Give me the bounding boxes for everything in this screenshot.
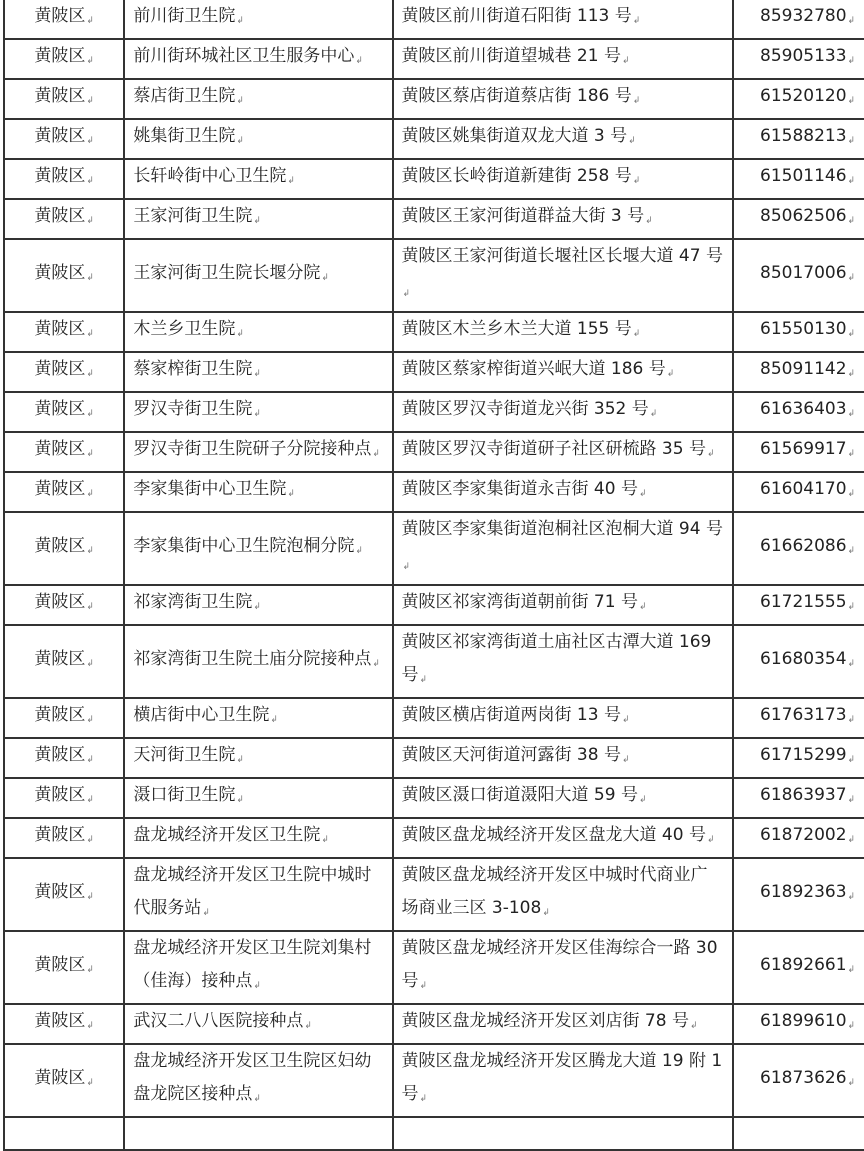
phone-cell-text: 61873626 ↲ [760,1068,855,1088]
address-cell-text: 黄陂区姚集街道双龙大道 3 号 ↲ [402,126,636,146]
phone-cell-text: 61892661 ↲ [760,955,855,975]
district-cell-text: 黄陂区 ↲ [34,319,94,339]
clinic-name-cell-text: 前川街卫生院 ↲ [133,6,244,26]
table-row [4,79,864,119]
address-cell-text: 黄陂区盘龙城经济开发区刘店街 78 号 ↲ [402,1011,698,1031]
clinic-name-cell [124,312,392,352]
clinic-name-cell-text: 横店街中心卫生院 ↲ [133,705,278,725]
district-cell [4,512,124,585]
clinic-name-cell-text: 罗汉寺街卫生院 ↲ [133,399,261,419]
table-row [4,392,864,432]
phone-cell-text: 61588213 ↲ [760,126,855,146]
address-cell [393,119,734,159]
address-cell-text: 黄陂区李家集街道永吉街 40 号 ↲ [402,479,647,499]
clinic-name-cell-text: 盘龙城经济开发区卫生院区妇幼盘龙院区接种点 ↲ [133,1051,371,1104]
address-cell-text: 黄陂区前川街道石阳街 113 号 ↲ [402,6,641,26]
phone-cell [733,512,864,585]
address-cell [393,239,734,312]
clinic-name-cell [124,352,392,392]
clinic-name-cell-text: 蔡店街卫生院 ↲ [133,86,244,106]
phone-cell [733,392,864,432]
district-cell-text: 黄陂区 ↲ [34,882,94,902]
table-row [4,1004,864,1044]
address-cell [393,432,734,472]
table-row [4,585,864,625]
clinic-name-cell [124,392,392,432]
address-cell-text: 黄陂区蔡店街道蔡店街 186 号 ↲ [402,86,641,106]
district-cell [4,818,124,858]
district-cell-text: 黄陂区 ↲ [34,1011,94,1031]
table-row [4,858,864,931]
district-cell [4,472,124,512]
district-cell [4,352,124,392]
address-cell-text: 黄陂区王家河街道长堰社区长堰大道 47 号 ↲ [402,246,723,299]
clinic-name-cell-text: 盘龙城经济开发区卫生院中城时代服务站 ↲ [133,865,371,918]
clinic-name-cell [124,858,392,931]
clinic-name-cell-text: 李家集街中心卫生院泡桐分院 ↲ [133,536,363,556]
clinic-name-cell [124,79,392,119]
district-cell-text: 黄陂区 ↲ [34,166,94,186]
address-cell-text: 黄陂区木兰乡木兰大道 155 号 ↲ [402,319,641,339]
address-cell-text: 黄陂区盘龙城经济开发区盘龙大道 40 号 ↲ [402,825,715,845]
table-row [4,818,864,858]
table-row [4,239,864,312]
address-cell-text: 黄陂区长岭街道新建街 258 号 ↲ [402,166,641,186]
address-cell [393,159,734,199]
address-cell-text: 黄陂区天河街道河露街 38 号 ↲ [402,745,630,765]
address-cell-text: 黄陂区罗汉寺街道研子社区研梳路 35 号 ↲ [402,439,715,459]
district-cell-text: 黄陂区 ↲ [34,592,94,612]
district-cell-text: 黄陂区 ↲ [34,399,94,419]
address-cell [393,778,734,818]
district-cell [4,858,124,931]
address-cell [393,312,734,352]
address-cell-text: 黄陂区前川街道望城巷 21 号 ↲ [402,46,630,66]
phone-cell [733,1004,864,1044]
clinic-name-cell [124,239,392,312]
phone-cell [733,585,864,625]
phone-cell [733,352,864,392]
clinic-name-cell [124,738,392,778]
district-cell [4,119,124,159]
table-row [4,472,864,512]
address-cell [393,199,734,239]
phone-cell [733,0,864,39]
clinic-name-cell-text: 木兰乡卫生院 ↲ [133,319,244,339]
table-row [4,738,864,778]
phone-cell [733,119,864,159]
district-cell-text: 黄陂区 ↲ [34,359,94,379]
district-cell [4,0,124,39]
table-row [4,625,864,698]
phone-cell [733,818,864,858]
district-cell [4,1004,124,1044]
address-cell [393,1044,734,1117]
clinic-name-cell-text: 天河街卫生院 ↲ [133,745,244,765]
clinic-name-cell [124,778,392,818]
clinic-name-cell-text: 李家集街中心卫生院 ↲ [133,479,295,499]
phone-cell-text: 61636403 ↲ [760,399,855,419]
phone-cell-text: 85062506 ↲ [760,206,855,226]
address-cell [393,738,734,778]
clinic-name-cell [124,818,392,858]
table-row [4,199,864,239]
address-cell-text: 黄陂区盘龙城经济开发区佳海综合一路 30 号 ↲ [402,938,718,991]
clinic-name-cell [124,472,392,512]
empty-cell [124,1117,392,1150]
district-cell-text: 黄陂区 ↲ [34,479,94,499]
clinic-name-cell-text: 祁家湾街卫生院土庙分院接种点 ↲ [133,649,380,669]
table-row [4,119,864,159]
address-cell [393,352,734,392]
table-row [4,312,864,352]
phone-cell [733,698,864,738]
phone-cell-text: 85905133 ↲ [760,46,855,66]
address-cell-text: 黄陂区祁家湾街道朝前街 71 号 ↲ [402,592,647,612]
clinic-name-cell [124,119,392,159]
district-cell [4,432,124,472]
district-cell [4,199,124,239]
phone-cell-text: 61604170 ↲ [760,479,855,499]
phone-cell [733,432,864,472]
address-cell [393,818,734,858]
address-cell [393,392,734,432]
phone-cell-text: 61501146 ↲ [760,166,855,186]
table-row [4,1044,864,1117]
clinic-name-cell [124,0,392,39]
table-row [4,512,864,585]
clinic-name-cell [124,698,392,738]
table-row [4,0,864,39]
clinic-name-cell [124,1044,392,1117]
phone-cell-text: 61899610 ↲ [760,1011,855,1031]
empty-cell [4,1117,124,1150]
clinic-name-cell-text: 蔡家榨街卫生院 ↲ [133,359,261,379]
address-cell-text: 黄陂区罗汉寺街道龙兴街 352 号 ↲ [402,399,658,419]
address-cell [393,39,734,79]
clinic-name-cell [124,39,392,79]
clinic-name-cell [124,585,392,625]
clinic-name-cell-text: 滠口街卫生院 ↲ [133,785,244,805]
phone-cell-text: 61721555 ↲ [760,592,855,612]
district-cell [4,778,124,818]
clinic-name-cell [124,199,392,239]
address-cell [393,79,734,119]
phone-cell-text: 61520120 ↲ [760,86,855,106]
district-cell-text: 黄陂区 ↲ [34,46,94,66]
district-cell-text: 黄陂区 ↲ [34,439,94,459]
phone-cell [733,39,864,79]
district-cell [4,738,124,778]
empty-cell [393,1117,734,1150]
address-cell [393,698,734,738]
district-cell-text: 黄陂区 ↲ [34,785,94,805]
phone-cell-text: 61872002 ↲ [760,825,855,845]
phone-cell-text: 61550130 ↲ [760,319,855,339]
table-row [4,159,864,199]
address-cell [393,585,734,625]
clinic-name-cell-text: 盘龙城经济开发区卫生院刘集村（佳海）接种点 ↲ [133,938,371,991]
address-cell [393,625,734,698]
district-cell [4,392,124,432]
clinic-name-cell [124,159,392,199]
table-row [4,39,864,79]
address-cell-text: 黄陂区滠口街道滠阳大道 59 号 ↲ [402,785,647,805]
district-cell-text: 黄陂区 ↲ [34,6,94,26]
phone-cell [733,239,864,312]
district-cell-text: 黄陂区 ↲ [34,649,94,669]
table-row-partial [4,1117,864,1150]
table-row [4,931,864,1004]
address-cell-text: 黄陂区横店街道两岗街 13 号 ↲ [402,705,630,725]
phone-cell-text: 85017006 ↲ [760,263,855,283]
phone-cell [733,858,864,931]
clinic-name-cell-text: 长轩岭街中心卫生院 ↲ [133,166,295,186]
district-cell [4,159,124,199]
clinic-name-cell-text: 武汉二八八医院接种点 ↲ [133,1011,312,1031]
phone-cell [733,472,864,512]
district-cell [4,312,124,352]
district-cell-text: 黄陂区 ↲ [34,263,94,283]
phone-cell-text: 61763173 ↲ [760,705,855,725]
phone-cell-text: 61662086 ↲ [760,536,855,556]
phone-cell-text: 85091142 ↲ [760,359,855,379]
district-cell-text: 黄陂区 ↲ [34,86,94,106]
phone-cell [733,738,864,778]
address-cell [393,512,734,585]
district-cell-text: 黄陂区 ↲ [34,1068,94,1088]
phone-cell [733,931,864,1004]
phone-cell [733,79,864,119]
district-cell-text: 黄陂区 ↲ [34,955,94,975]
address-cell [393,931,734,1004]
phone-cell-text: 61569917 ↲ [760,439,855,459]
clinic-name-cell [124,1004,392,1044]
clinic-name-cell [124,931,392,1004]
district-cell [4,698,124,738]
district-cell-text: 黄陂区 ↲ [34,745,94,765]
address-cell-text: 黄陂区李家集街道泡桐社区泡桐大道 94 号 ↲ [402,519,723,572]
clinic-name-cell-text: 罗汉寺街卫生院研子分院接种点 ↲ [133,439,380,459]
district-cell-text: 黄陂区 ↲ [34,705,94,725]
district-cell [4,39,124,79]
address-cell [393,1004,734,1044]
phone-cell-text: 61680354 ↲ [760,649,855,669]
address-cell-text: 黄陂区盘龙城经济开发区中城时代商业广场商业三区 3-108 ↲ [402,865,708,918]
district-cell-text: 黄陂区 ↲ [34,206,94,226]
district-cell-text: 黄陂区 ↲ [34,825,94,845]
address-cell [393,0,734,39]
district-cell-text: 黄陂区 ↲ [34,126,94,146]
clinic-name-cell-text: 祁家湾街卫生院 ↲ [133,592,261,612]
clinic-name-cell-text: 前川街环城社区卫生服务中心 ↲ [133,46,363,66]
address-cell-text: 黄陂区王家河街道群益大街 3 号 ↲ [402,206,653,226]
empty-cell [733,1117,864,1150]
address-cell-text: 黄陂区盘龙城经济开发区腾龙大道 19 附 1 号 ↲ [402,1051,723,1104]
district-cell [4,1044,124,1117]
phone-cell [733,625,864,698]
phone-cell [733,159,864,199]
phone-cell [733,199,864,239]
table-row [4,352,864,392]
clinic-name-cell-text: 王家河街卫生院长堰分院 ↲ [133,263,329,283]
clinic-name-cell-text: 盘龙城经济开发区卫生院 ↲ [133,825,329,845]
address-cell-text: 黄陂区祁家湾街道土庙社区古潭大道 169 号 ↲ [402,632,712,685]
phone-cell-text: 61892363 ↲ [760,882,855,902]
phone-cell [733,1044,864,1117]
address-cell-text: 黄陂区蔡家榨街道兴岷大道 186 号 ↲ [402,359,675,379]
clinic-name-cell-text: 王家河街卫生院 ↲ [133,206,261,226]
phone-cell [733,778,864,818]
table-row [4,778,864,818]
clinic-table [3,0,864,1151]
clinic-name-cell [124,625,392,698]
table-row [4,698,864,738]
address-cell [393,858,734,931]
district-cell [4,625,124,698]
clinic-name-cell [124,512,392,585]
address-cell [393,472,734,512]
phone-cell-text: 61715299 ↲ [760,745,855,765]
district-cell [4,585,124,625]
clinic-table-body [4,0,864,1150]
phone-cell-text: 85932780 ↲ [760,6,855,26]
table-row [4,432,864,472]
district-cell-text: 黄陂区 ↲ [34,536,94,556]
district-cell [4,931,124,1004]
phone-cell-text: 61863937 ↲ [760,785,855,805]
district-cell [4,79,124,119]
clinic-name-cell-text: 姚集街卫生院 ↲ [133,126,244,146]
district-cell [4,239,124,312]
clinic-name-cell [124,432,392,472]
phone-cell [733,312,864,352]
